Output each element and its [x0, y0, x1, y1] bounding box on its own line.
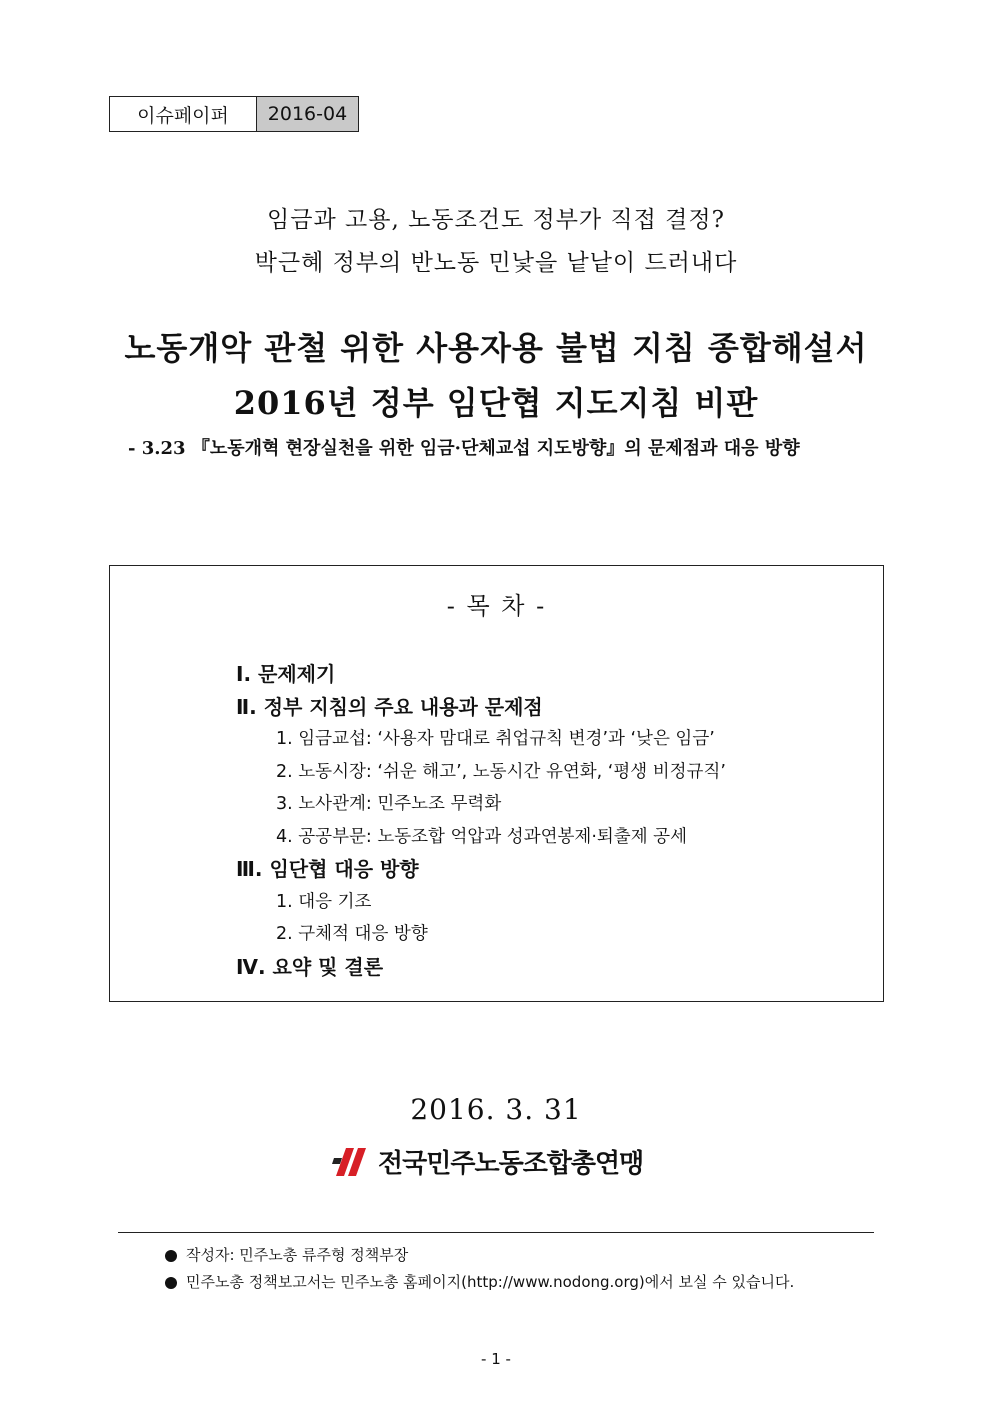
bullet-icon — [165, 1277, 177, 1289]
toc-section: Ⅰ. 문제제기 — [236, 662, 336, 686]
main-title-line-2: 2016년 정부 임단협 지도지침 비판 — [233, 384, 759, 422]
publication-date: 2016. 3. 31 — [410, 1093, 582, 1126]
issue-paper-tag — [109, 96, 359, 132]
author-note: 작성자: 민주노총 류주형 정책부장 — [186, 1246, 409, 1264]
subtitle-line-1: 임금과 고용, 노동조건도 정부가 직접 결정? — [267, 207, 725, 233]
toc-subsection: 2. 노동시장: ‘쉬운 해고’, 노동시간 유연화, ‘평생 비정규직’ — [276, 761, 726, 782]
subtitle-line-2: 박근혜 정부의 반노동 민낯을 낱낱이 드러내다 — [254, 250, 738, 276]
kctu-emblem-icon — [332, 1146, 372, 1178]
toc-section: Ⅲ. 임단협 대응 방향 — [236, 857, 419, 881]
issue-paper-number: 2016-04 — [257, 97, 358, 131]
toc-section: Ⅱ. 정부 지침의 주요 내용과 문제점 — [236, 694, 543, 719]
toc-subsection: 1. 임금교섭: ‘사용자 맘대로 취업규칙 변경’과 ‘낮은 임금’ — [276, 729, 715, 749]
organization-logo — [332, 1143, 643, 1180]
toc-heading: - 목 차 - — [446, 592, 547, 620]
toc-subsection: 1. 대응 기조 — [276, 891, 372, 912]
toc-subsection: 2. 구체적 대응 방향 — [276, 924, 428, 944]
document-sub-heading: - 3.23 『노동개혁 현장실천을 위한 임금·단체교섭 지도방향』의 문제점과 대응 방향 — [128, 438, 800, 459]
page-number: - 1 - — [481, 1350, 511, 1368]
toc-subsection: 4. 공공부문: 노동조합 억압과 성과연봉제·퇴출제 공세 — [276, 826, 687, 847]
footer-note — [165, 1242, 794, 1269]
footer-note — [165, 1269, 794, 1296]
website-note: 민주노총 정책보고서는 민주노총 홈페이지(http://www.nodong.org)에서 보실 수 있습니다. — [186, 1273, 795, 1291]
footer-notes — [165, 1242, 794, 1296]
bullet-icon — [165, 1250, 177, 1262]
main-title-line-1: 노동개악 관철 위한 사용자용 불법 지침 종합해설서 — [124, 329, 868, 367]
toc-subsection: 3. 노사관계: 민주노조 무력화 — [276, 794, 502, 814]
organization-name: 전국민주노동조합총연맹 — [378, 1149, 644, 1179]
toc-list — [236, 658, 726, 983]
issue-paper-label: 이슈페이퍼 — [110, 97, 257, 131]
toc-section: Ⅳ. 요약 및 결론 — [236, 954, 384, 979]
table-of-contents — [109, 565, 884, 1002]
footer-divider — [118, 1232, 874, 1233]
